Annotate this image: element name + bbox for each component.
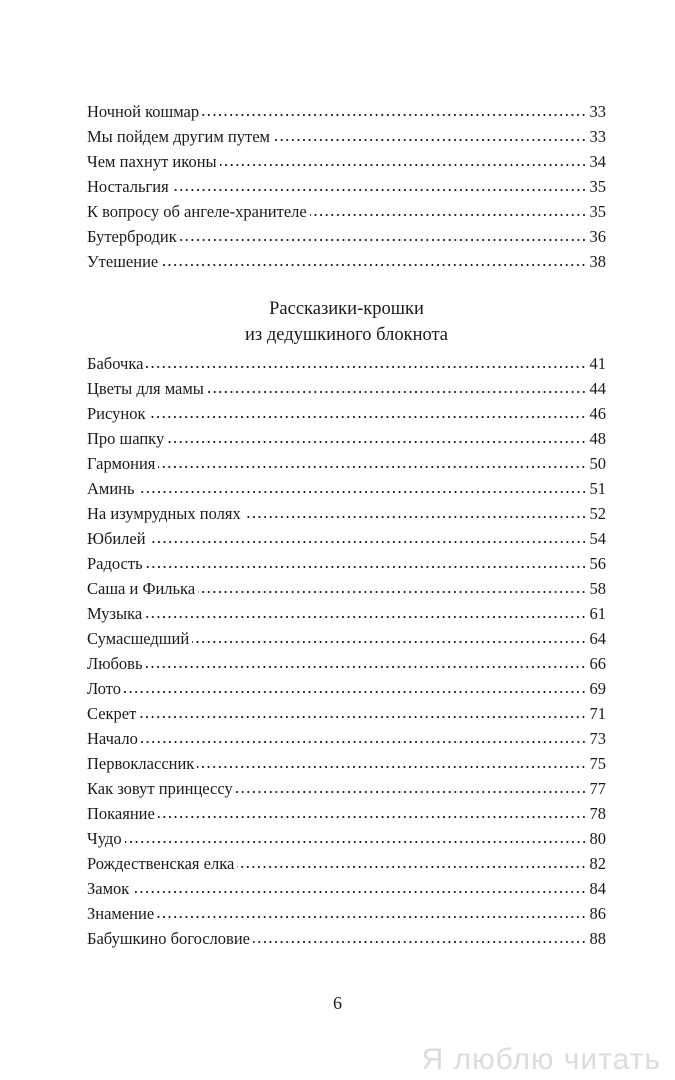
- toc-entry-page: 64: [589, 629, 606, 648]
- watermark: Я люблю читать: [421, 1043, 661, 1076]
- toc-list-section: [87, 351, 606, 951]
- toc-entry-page: 58: [589, 579, 606, 598]
- toc-entry-page: 44: [589, 379, 606, 398]
- toc-entry-title: Любовь: [87, 654, 143, 673]
- toc-entry-page: 35: [589, 202, 606, 221]
- toc-entry: [87, 526, 606, 551]
- toc-entry-title: На изумрудных полях: [87, 504, 241, 523]
- toc-dot-leader: [149, 539, 587, 545]
- toc-entry-title: Про шапку: [87, 429, 165, 448]
- toc-dot-leader: [145, 664, 586, 670]
- toc-entry: [87, 826, 606, 851]
- toc-dot-leader: [192, 639, 586, 645]
- toc-entry-title: Мы пойдем другим путем: [87, 127, 270, 146]
- toc-entry: [87, 776, 606, 801]
- toc-entry: [87, 926, 606, 951]
- toc-entry: [87, 801, 606, 826]
- toc-entry-title: Бабочка: [87, 354, 144, 373]
- toc-dot-leader: [207, 389, 587, 395]
- toc-entry-title: Чудо: [87, 829, 122, 848]
- toc-dot-leader: [244, 514, 587, 520]
- toc-entry-title: Чем пахнут иконы: [87, 152, 217, 171]
- toc-entry: [87, 551, 606, 576]
- toc-dot-leader: [237, 864, 586, 870]
- toc-entry-page: 69: [589, 679, 606, 698]
- toc-entry-page: 51: [589, 479, 606, 498]
- page-number: 6: [333, 993, 342, 1013]
- toc-entry-page: 77: [589, 779, 606, 798]
- toc-dot-leader: [125, 839, 587, 845]
- toc-entry-page: 80: [589, 829, 606, 848]
- toc-dot-leader: [158, 814, 587, 820]
- toc-dot-leader: [253, 939, 587, 945]
- toc-dot-leader: [197, 764, 586, 770]
- toc-entry: [87, 501, 606, 526]
- toc-entry-page: 36: [589, 227, 606, 246]
- toc-entry-title: Рисунок: [87, 404, 146, 423]
- toc-entry-page: 34: [589, 152, 606, 171]
- toc-entry-title: Бабушкино богословие: [87, 929, 250, 948]
- toc-entry-page: 41: [589, 354, 606, 373]
- toc-entry-page: 54: [589, 529, 606, 548]
- toc-entry-title: Первоклассник: [87, 754, 195, 773]
- toc-entry: [87, 451, 606, 476]
- toc-entry: [87, 701, 606, 726]
- toc-dot-leader: [236, 789, 587, 795]
- toc-dot-leader: [141, 739, 587, 745]
- toc-entry-title: Секрет: [87, 704, 137, 723]
- toc-entry: [87, 376, 606, 401]
- toc-dot-leader: [146, 564, 587, 570]
- toc-dot-leader: [157, 914, 586, 920]
- toc-entry: [87, 124, 606, 149]
- section-heading: [87, 296, 606, 348]
- toc-entry-title: Цветы для мамы: [87, 379, 204, 398]
- toc-entry-page: 86: [589, 904, 606, 923]
- toc-entry-title: Замок: [87, 879, 130, 898]
- section-heading-line-2: из дедушкиного блокнота: [244, 325, 448, 345]
- toc-entry: [87, 726, 606, 751]
- toc-entry: [87, 676, 606, 701]
- toc-dot-leader: [220, 162, 587, 168]
- toc-dot-leader: [138, 489, 587, 495]
- toc-entry-page: 82: [589, 854, 606, 873]
- toc-dot-leader: [172, 187, 587, 193]
- toc-entry-page: 46: [589, 404, 606, 423]
- toc-entry: [87, 401, 606, 426]
- toc-entry-page: 61: [589, 604, 606, 623]
- toc-list-top: [87, 99, 606, 274]
- toc-entry-title: Как зовут принцессу: [87, 779, 233, 798]
- toc-entry: [87, 876, 606, 901]
- toc-entry-title: Рождественская елка: [87, 854, 235, 873]
- toc-entry: [87, 651, 606, 676]
- toc-dot-leader: [148, 414, 586, 420]
- toc-dot-leader: [132, 889, 586, 895]
- toc-entry-title: Аминь: [87, 479, 135, 498]
- toc-entry-title: Радость: [87, 554, 143, 573]
- toc-entry-title: Утешение: [87, 252, 159, 271]
- toc-entry: [87, 99, 606, 124]
- toc-entry-page: 75: [589, 754, 606, 773]
- toc-entry-title: Покаяние: [87, 804, 155, 823]
- toc-dot-leader: [124, 689, 586, 695]
- toc-entry-title: Юбилей: [87, 529, 146, 548]
- toc-entry-title: Знамение: [87, 904, 155, 923]
- toc-dot-leader: [198, 589, 586, 595]
- toc-entry-page: 78: [589, 804, 606, 823]
- toc-entry-title: Саша и Филька: [87, 579, 196, 598]
- toc-entry-page: 71: [589, 704, 606, 723]
- toc-dot-leader: [161, 262, 586, 268]
- toc-entry: [87, 149, 606, 174]
- toc-entry: [87, 351, 606, 376]
- toc-entry-page: 50: [589, 454, 606, 473]
- toc-entry-page: 33: [589, 127, 606, 146]
- toc-entry: [87, 576, 606, 601]
- toc-entry-page: 66: [589, 654, 606, 673]
- toc-entry: [87, 626, 606, 651]
- toc-dot-leader: [180, 237, 587, 243]
- toc-entry-title: Музыка: [87, 604, 143, 623]
- toc-entry: [87, 751, 606, 776]
- toc-entry-page: 38: [589, 252, 606, 271]
- toc-entry: [87, 851, 606, 876]
- toc-entry: [87, 249, 606, 274]
- toc-dot-leader: [139, 714, 586, 720]
- toc-dot-leader: [158, 464, 586, 470]
- toc-entry-title: Начало: [87, 729, 138, 748]
- toc-entry-page: 33: [589, 102, 606, 121]
- toc-entry-title: Гармония: [87, 454, 156, 473]
- toc-entry: [87, 426, 606, 451]
- toc-dot-leader: [202, 112, 586, 118]
- toc-entry: [87, 199, 606, 224]
- toc-entry: [87, 901, 606, 926]
- toc-dot-leader: [146, 364, 586, 370]
- toc-entry: [87, 224, 606, 249]
- toc-entry-title: Сумасшедший: [87, 629, 190, 648]
- toc-entry-title: Лото: [87, 679, 122, 698]
- toc-dot-leader: [145, 614, 586, 620]
- toc-entry-title: Ночной кошмар: [87, 102, 200, 121]
- toc-entry-title: Бутербродик: [87, 227, 177, 246]
- toc-entry-page: 84: [589, 879, 606, 898]
- toc-dot-leader: [167, 439, 586, 445]
- toc-entry-page: 56: [589, 554, 606, 573]
- toc-entry-title: Ностальгия: [87, 177, 169, 196]
- section-heading-line-1: Рассказики-крошки: [269, 299, 424, 319]
- toc-dot-leader: [310, 212, 587, 218]
- toc-entry-page: 52: [589, 504, 606, 523]
- toc-entry: [87, 476, 606, 501]
- toc-entry: [87, 601, 606, 626]
- toc-entry-page: 35: [589, 177, 606, 196]
- toc-entry-page: 73: [589, 729, 606, 748]
- toc-entry: [87, 174, 606, 199]
- toc-entry-page: 88: [589, 929, 606, 948]
- toc-entry-page: 48: [589, 429, 606, 448]
- toc-entry-title: К вопросу об ангеле-хранителе: [87, 202, 307, 221]
- toc-dot-leader: [273, 137, 587, 143]
